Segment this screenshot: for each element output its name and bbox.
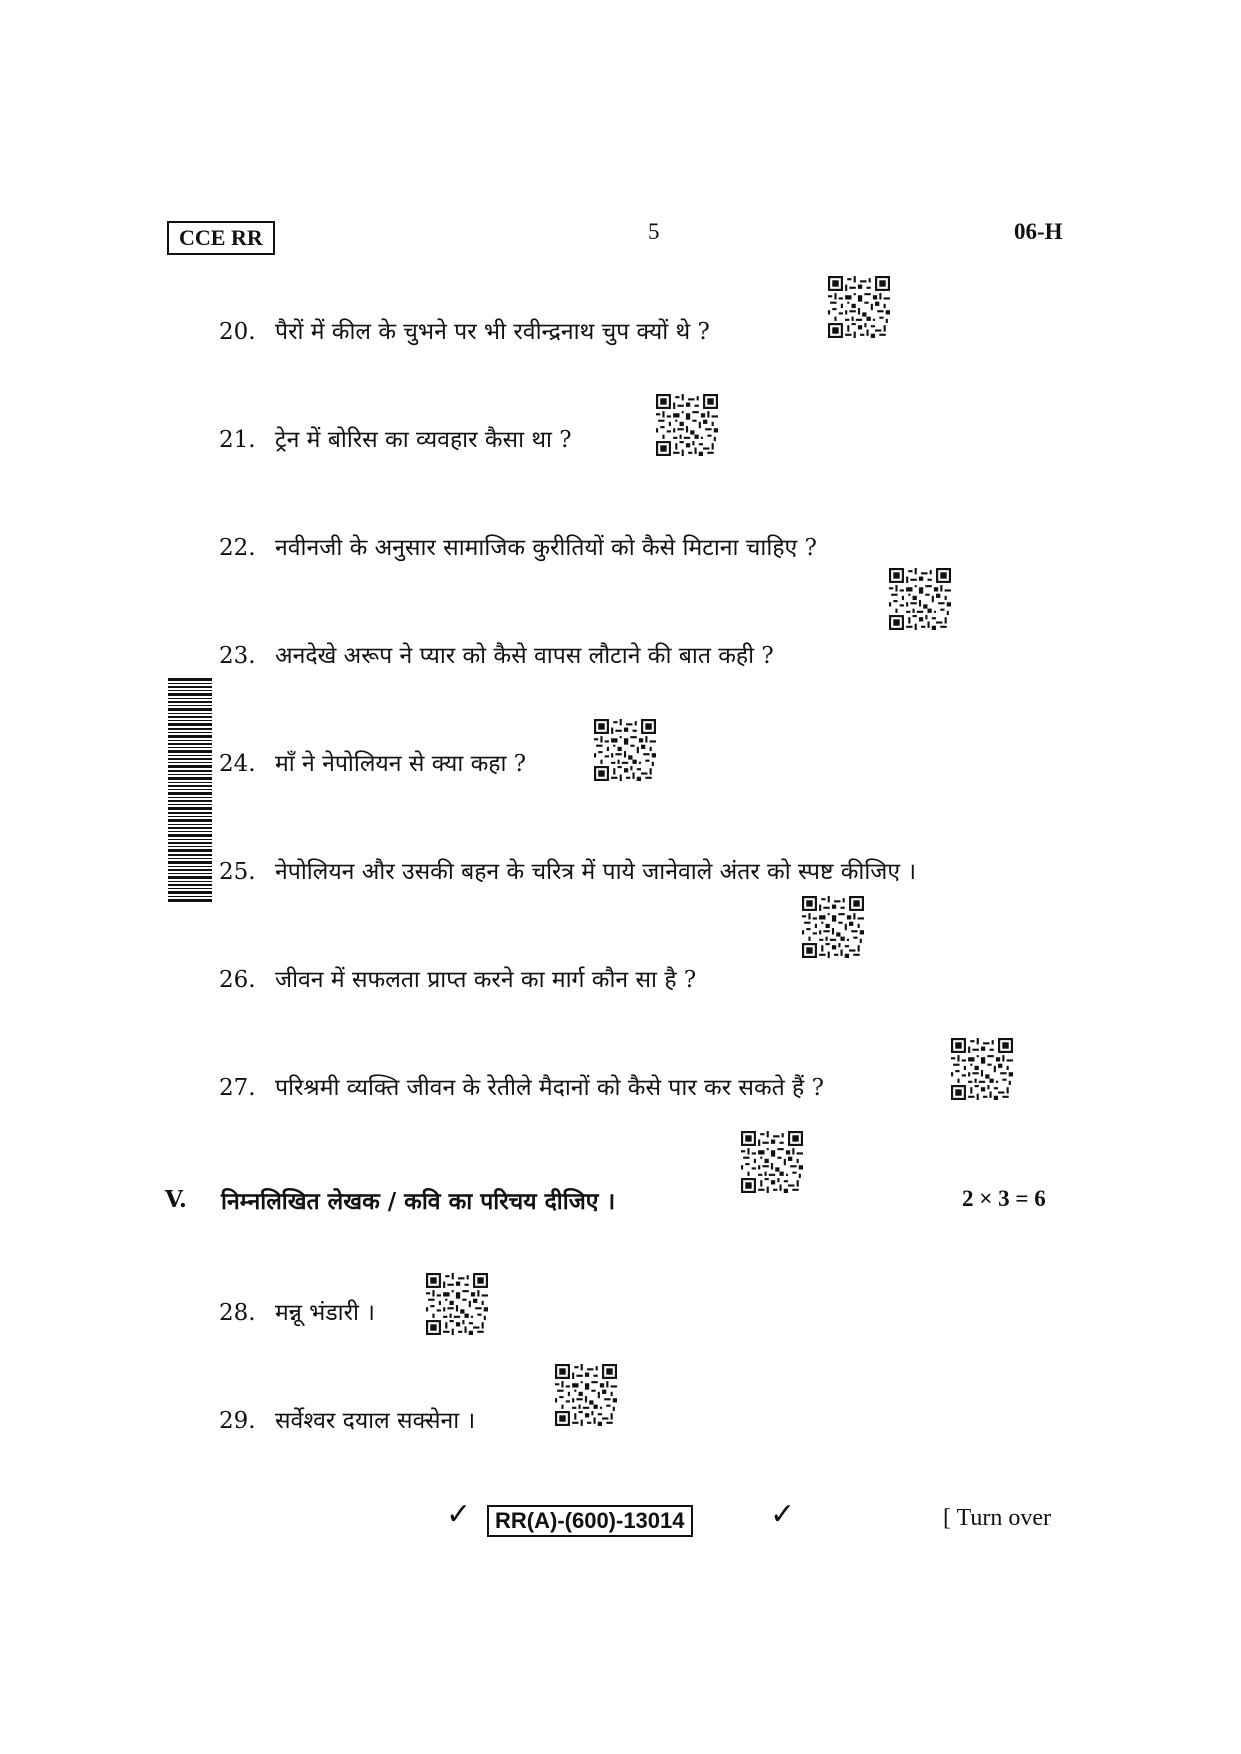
question-22 [219, 530, 817, 562]
question-text: माँ ने नेपोलियन से क्या कहा ? [275, 751, 527, 777]
question-21 [219, 422, 572, 454]
question-number: 29. [219, 1408, 256, 1434]
section-label: V. [165, 1186, 187, 1213]
section-title: निम्नलिखित लेखक / कवि का परिचय दीजिए । [221, 1188, 616, 1215]
qr-code-icon [951, 1038, 1013, 1100]
qr-code-icon [828, 276, 890, 338]
tick-mark-right: ✓ [770, 1497, 796, 1532]
question-text: जीवन में सफलता प्राप्त करने का मार्ग कौन सा है ? [275, 967, 697, 993]
question-number: 24. [219, 751, 256, 777]
question-text: परिश्रमी व्यक्ति जीवन के रेतीले मैदानों को कैसे पार कर सकते हैं ? [275, 1075, 824, 1101]
question-text: नवीनजी के अनुसार सामाजिक कुरीतियों को कैसे मिटाना चाहिए ? [275, 535, 817, 561]
question-number: 22. [219, 535, 256, 561]
barcode-icon [168, 678, 212, 902]
tick-mark-left: ✓ [446, 1497, 472, 1532]
turn-over-note: [ Turn over [943, 1505, 1052, 1531]
question-number: 26. [219, 967, 256, 993]
header-subject-box: CCE RR [167, 221, 275, 255]
question-number: 25. [219, 859, 256, 885]
question-number: 28. [219, 1300, 256, 1326]
question-text: ट्रेन में बोरिस का व्यवहार कैसा था ? [275, 427, 572, 453]
question-28 [219, 1295, 375, 1327]
question-text: मन्नू भंडारी । [275, 1300, 375, 1326]
qr-code-icon [426, 1273, 488, 1335]
question-25 [219, 854, 916, 886]
question-26 [219, 962, 696, 994]
question-text: अनदेखे अरूप ने प्यार को कैसे वापस लौटाने की बात कही ? [275, 643, 774, 669]
qr-code-icon [802, 896, 864, 958]
qr-code-icon [594, 719, 656, 781]
question-number: 23. [219, 643, 256, 669]
question-24 [219, 746, 526, 778]
question-29 [219, 1403, 475, 1435]
question-20 [219, 314, 710, 346]
qr-code-icon [741, 1131, 803, 1193]
question-23 [219, 638, 774, 670]
qr-code-icon [555, 1364, 617, 1426]
question-number: 27. [219, 1075, 256, 1101]
qr-code-icon [889, 568, 951, 630]
question-number: 20. [219, 319, 256, 345]
question-text: पैरों में कील के चुभने पर भी रवीन्द्रनाथ चुप क्यों थे ? [275, 319, 710, 345]
section-marks: 2 × 3 = 6 [962, 1186, 1046, 1211]
footer-paper-code: RR(A)-(600)-13014 [487, 1505, 693, 1537]
qr-code-icon [656, 394, 718, 456]
question-text: सर्वेश्वर दयाल सक्सेना । [275, 1408, 476, 1434]
question-27 [219, 1070, 824, 1102]
question-text: नेपोलियन और उसकी बहन के चरित्र में पाये जानेवाले अंतर को स्पष्ट कीजिए । [275, 859, 917, 885]
question-number: 21. [219, 427, 256, 453]
paper-code: 06-H [1014, 219, 1063, 244]
page-number: 5 [648, 219, 660, 244]
